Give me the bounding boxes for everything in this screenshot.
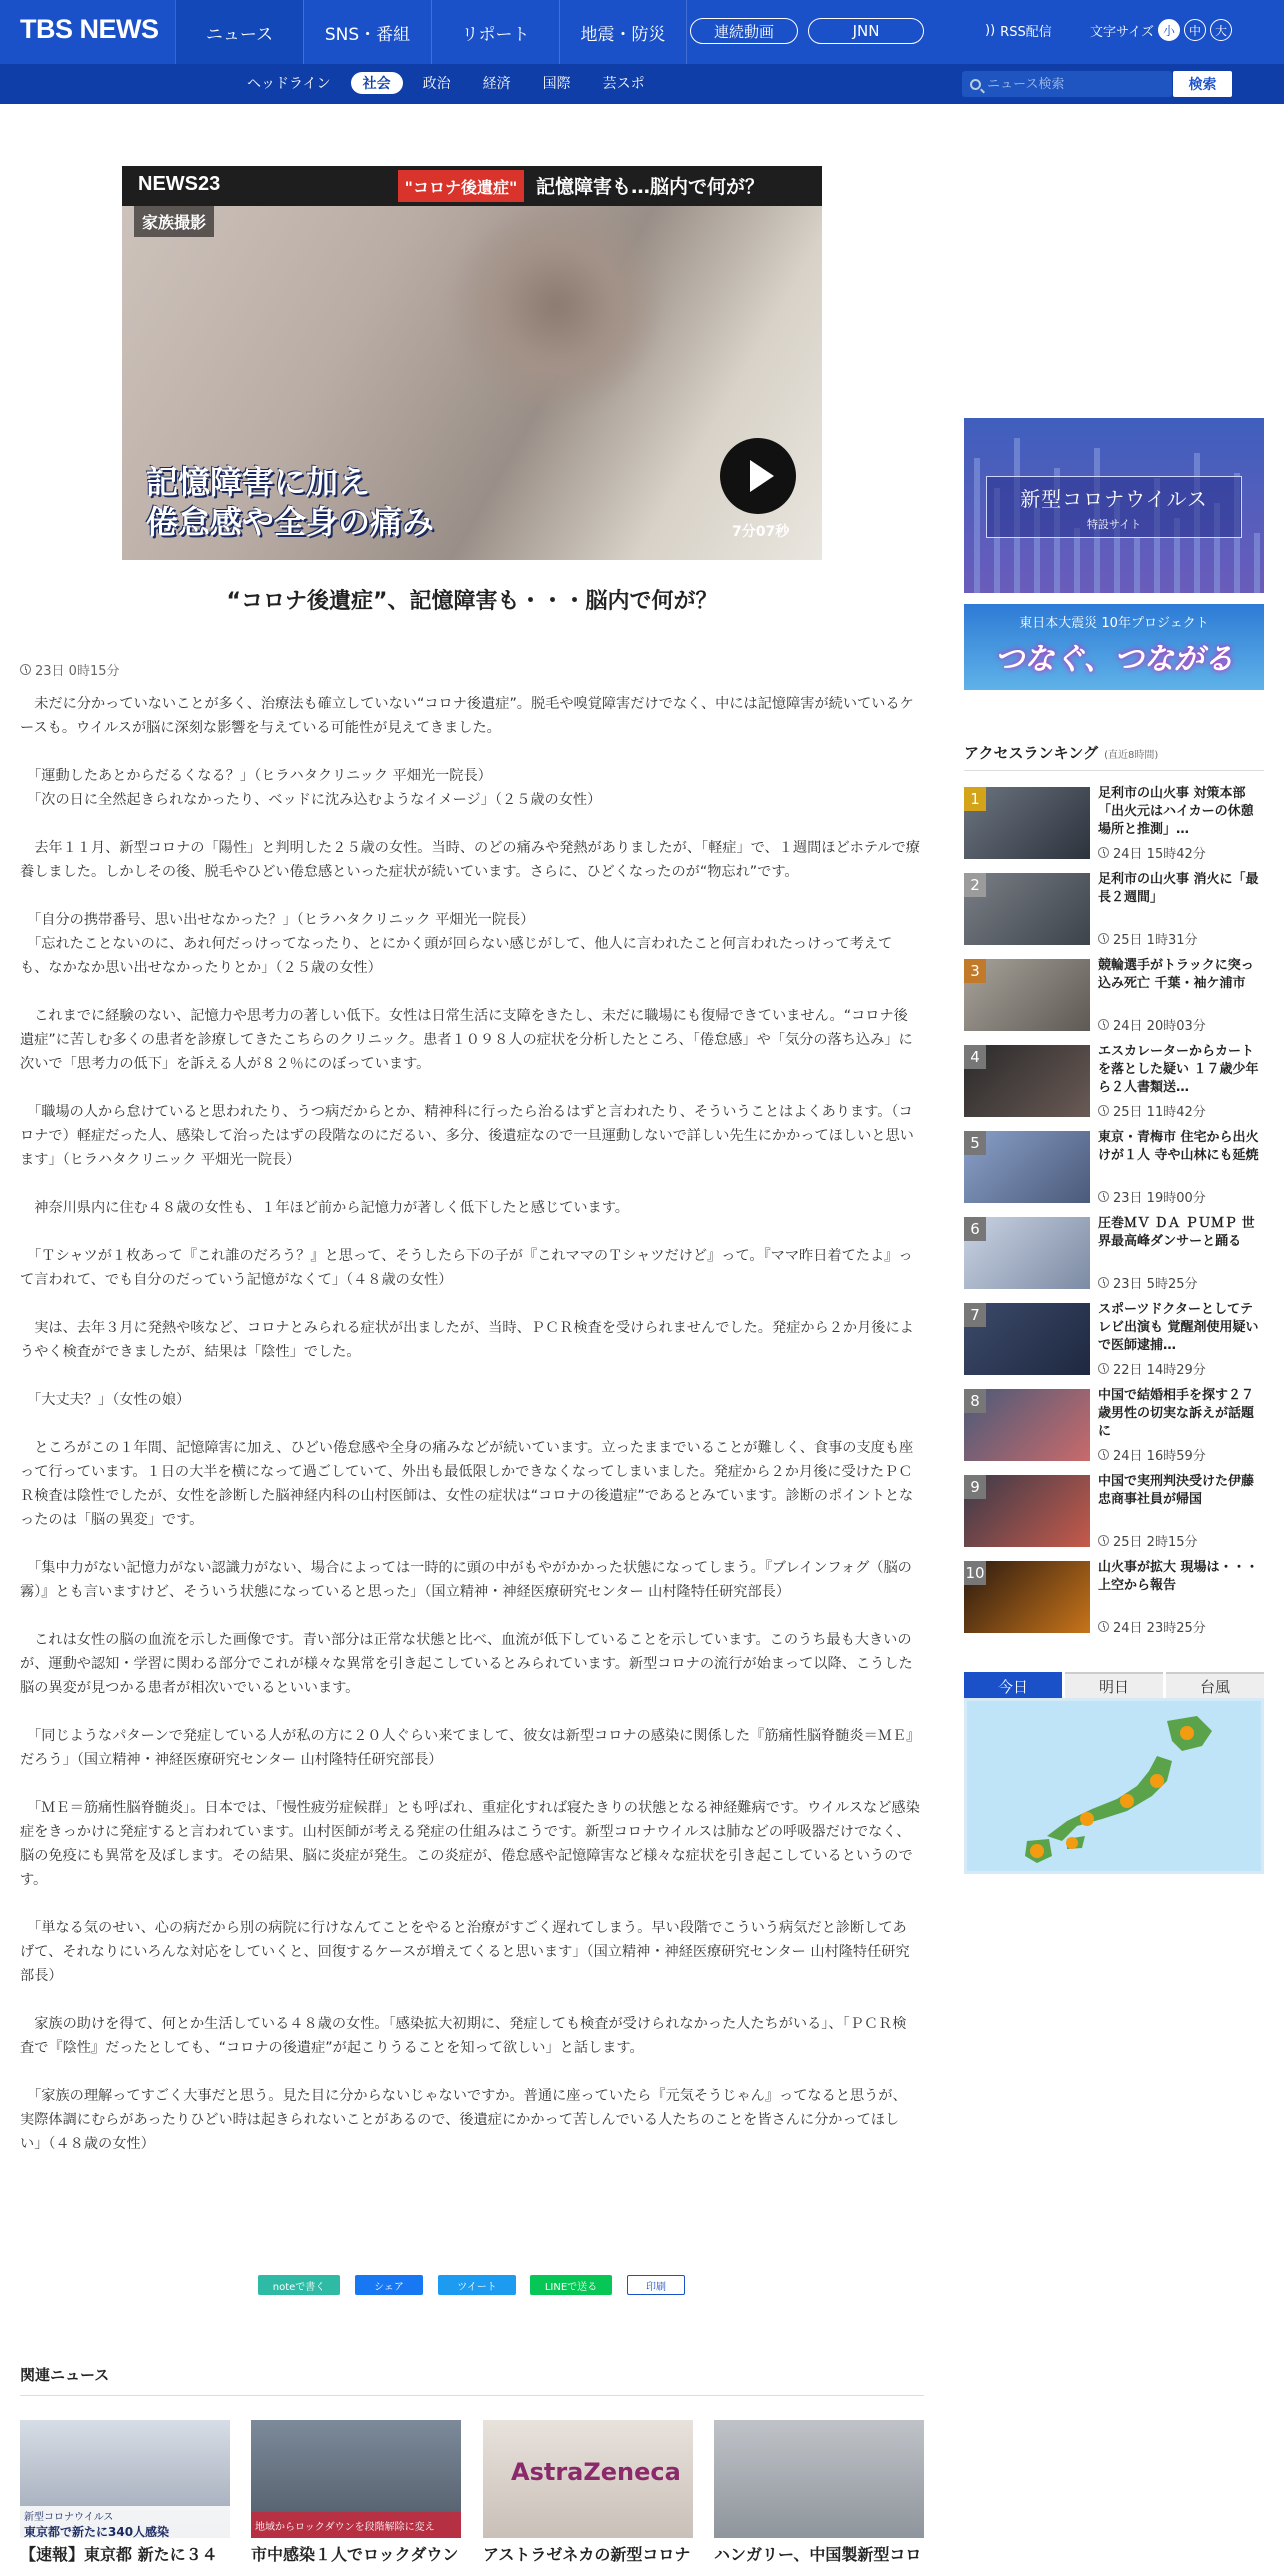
video-duration: 7分07秒 — [732, 524, 790, 540]
thumb-caption-1a: 新型コロナウイルス — [24, 2512, 114, 2523]
ranking-date — [1098, 1015, 1206, 1034]
line-share-button[interactable]: LINEで送る — [530, 2275, 612, 2295]
related-card[interactable] — [251, 2420, 461, 2564]
ranking-date — [1098, 1273, 1198, 1292]
ranking-number: 7 — [964, 1303, 986, 1327]
ranking-date-text: 24日 15時42分 — [1113, 847, 1206, 862]
ranking-title: 圧巻ＭＶ ＤＡ ＰＵＭＰ 世界最高峰ダンサーと踊る — [1098, 1216, 1255, 1249]
astrazeneca-logo: AstraZeneca — [511, 2458, 681, 2486]
ranking-date — [1098, 1101, 1206, 1120]
facebook-share-button[interactable]: シェア — [355, 2275, 423, 2295]
ranking-number: 2 — [964, 873, 986, 897]
font-size-large[interactable]: 大 — [1210, 19, 1232, 41]
earthquake-project-banner[interactable] — [964, 604, 1264, 690]
search-button[interactable]: 検索 — [1173, 71, 1232, 97]
weather-tab-today[interactable]: 今日 — [964, 1672, 1062, 1698]
ranking-date — [1098, 1531, 1198, 1550]
banner-textbox — [986, 476, 1242, 538]
weather-map[interactable] — [964, 1698, 1264, 1874]
top-header — [0, 0, 1284, 64]
banner1-title: 新型コロナウイルス — [1020, 487, 1208, 511]
ranking-item[interactable] — [964, 1475, 1264, 1551]
clock-icon — [1098, 1535, 1109, 1546]
blurred-face — [452, 206, 662, 406]
ranking-item[interactable] — [964, 1217, 1264, 1293]
continuous-video-button[interactable]: 連続動画 — [690, 18, 798, 44]
article-paragraph: ところがこの１年間、記憶障害に加え、ひどい倦怠感や全身の痛みなどが続いています。立ったままでいることが難しく、食事の支度も座って行っています。１日の大半を横になって過ごしていて、外出も最低限しかできなくなってしまいました。発症から２か月後に受けたＰＣＲ検査は陰性でしたが、女性を診断した脳神経内科の山村医師は、女性の症状は“コロナの後遺症”であるとみています。診断のポイントとなったのは「脳の異変」です。 — [20, 1440, 914, 1528]
banner2-title: つなぐ、つながる — [994, 642, 1234, 677]
clock-icon — [1098, 1277, 1109, 1288]
ranking-date-text: 24日 20時03分 — [1113, 1019, 1206, 1034]
ranking-date-text: 23日 5時25分 — [1113, 1277, 1198, 1292]
weather-tabs — [964, 1672, 1264, 1698]
thumb-caption-1b: 東京都で新たに340人感染 — [24, 2525, 170, 2539]
font-size-medium[interactable]: 中 — [1184, 19, 1206, 41]
ranking-date — [1098, 1187, 1206, 1206]
article-paragraph: 「ＭＥ＝筋痛性脳脊髄炎」。日本では、「慢性疲労症候群」とも呼ばれ、重症化すれば寝たきりの状態となる神経難病です。ウイルスなど感染症をきっかけに発症すると言われています。山村医師が考える発症の仕組みはこうです。新型コロナウイルスは肺などの呼吸器だけでなく、脳の免疫にも異常を及ぼします。その結果、脳に炎症が発生。この炎症が、倦怠感や記憶障害など様々な症状を引き起こしているというのです。 — [20, 1800, 920, 1888]
note-share-button[interactable]: noteで書く — [258, 2275, 340, 2295]
nav-news[interactable]: ニュース — [175, 0, 303, 64]
ranking-number: 10 — [964, 1561, 986, 1585]
article-paragraph: 去年１１月、新型コロナの「陽性」と判明した２５歳の女性。当時、のどの痛みや発熱がありましたが、「軽症」で、１週間ほどホテルで療養しました。しかしその後、脱毛やひどい倦怠感といった症状が続いています。さらに、ひどくなったのが“物忘れ”です。 — [20, 840, 920, 880]
nav-disaster[interactable]: 地震・防災 — [559, 0, 687, 64]
cat-society[interactable]: 社会 — [351, 72, 403, 94]
ranking-date — [1098, 1445, 1206, 1464]
related-title: アストラゼネカの新型コロナ — [483, 2545, 691, 2564]
related-heading: 関連ニュース — [20, 2366, 110, 2384]
caption-line-2: 倦怠感や全身の痛み — [146, 503, 435, 541]
weather-tab-typhoon[interactable]: 台風 — [1166, 1672, 1264, 1698]
clock-icon — [20, 664, 31, 675]
sub-header — [0, 64, 1284, 104]
article-paragraph: 「Ｔシャツが１枚あって『これ誰のだろう？』と思って、そうしたら下の子が『これママのＴシャツだけど』って。『ママ昨日着てたよ』って言われて、でも自分のだっていう記憶がなくて」（４８歳の女性） — [20, 1248, 913, 1288]
cat-international[interactable]: 国際 — [542, 76, 571, 92]
video-caption — [146, 462, 434, 542]
rss-icon: )) — [985, 23, 996, 38]
ranking-item[interactable] — [964, 1131, 1264, 1207]
rss-link[interactable] — [985, 21, 1052, 40]
ranking-item[interactable] — [964, 1303, 1264, 1379]
article-paragraph: 「集中力がない記憶力がない認識力がない、場合によっては一時的に頭の中がもやがかかった状態になってしまう。『ブレインフォグ（脳の霧）』とも言いますけど、そういう状態になっていると思った」（国立精神・神経医療研究センター 山村隆特任研究部長） — [20, 1560, 912, 1600]
related-thumb — [714, 2420, 924, 2538]
ranking-item[interactable] — [964, 959, 1264, 1035]
thumb-caption-2: 地域からロックダウンを段階解除に変え — [251, 2512, 461, 2538]
article-paragraph: 「運動したあとからだるくなる？」（ヒラハタクリニック 平畑光一院長） 「次の日に全然起きられなかったり、ベッドに沈み込むようなイメージ」（２５歳の女性） — [34, 768, 602, 808]
font-size-label: 文字サイズ — [1090, 24, 1154, 40]
video-corner-label: 家族撮影 — [134, 206, 214, 237]
tbs-news-logo[interactable]: TBS NEWS — [20, 14, 159, 44]
ranking-number: 4 — [964, 1045, 986, 1069]
article-paragraph: 未だに分かっていないことが多く、治療法も確立していない“コロナ後遺症”。脱毛や嗅覚障害だけでなく、中には記憶障害が続いているケースも。ウイルスが脳に深刻な影響を与えている可能性が見えてきました。 — [20, 696, 914, 736]
article-paragraph: これまでに経験のない、記憶力や思考力の著しい低下。女性は日常生活に支障をきたし、未だに職場にも復帰できていません。“コロナ後遺症”に苦しむ多くの患者を診療してきたこちらのクリニック。患者１０９８人の症状を分析したところ、「倦怠感」や「気分の落ち込み」に次いで「思考力の低下」を訴える人が８２％にのぼっています。 — [20, 1008, 913, 1072]
article-title: “コロナ後遺症”、記憶障害も・・・脳内で何が？ — [226, 589, 718, 614]
ranking-title: 中国で結婚相手を探す２７歳男性の切実な訴えが話題に — [1098, 1388, 1255, 1439]
font-size-control — [1090, 19, 1232, 41]
cat-headline[interactable]: ヘッドライン — [247, 76, 331, 92]
article-paragraph: 「大丈夫？」（女性の娘） — [20, 1392, 191, 1408]
ranking-date — [1098, 843, 1206, 862]
article-paragraph: 「職場の人から怠けていると思われたり、うつ病だからとか、精神科に行ったら治るはずと言われたり、そういうことはよくあります。（コロナで）軽症だった人、感染して治ったはずの段階なのにだるい、多分、後遺症なので一旦運動しないで詳しい先生にかかってほしいと思います」（ヒラハタクリニック 平畑光一院長） — [20, 1104, 914, 1168]
video-headline: 記憶障害も…脳内で何が？ — [536, 176, 765, 198]
banner2-subtitle: 東日本大震災 10年プロジェクト — [1019, 616, 1209, 631]
print-button[interactable]: 印刷 — [627, 2275, 685, 2295]
ranking-date-text: 25日 1時31分 — [1113, 933, 1198, 948]
article-paragraph: 「単なる気のせい、心の病だから別の病院に行けなんてことをやると治療がすごく遅れてしまう。早い段階でこういう病気だと診断してあげて、それなりにいろんな対応をしていくと、回復するケースが増えてくると思います」（国立精神・神経医療研究センター 山村隆特任研究部長） — [20, 1920, 910, 1984]
font-size-small[interactable]: 小 — [1158, 19, 1180, 41]
ranking-title: スポーツドクターとしてテレビ出演も 覚醒剤使用疑いで医師逮捕… — [1098, 1302, 1259, 1353]
ranking-title: 競輪選手がトラックに突っ込み死亡 千葉・袖ケ浦市 — [1098, 958, 1254, 991]
ranking-date-text: 24日 16時59分 — [1113, 1449, 1206, 1464]
ranking-title: 中国で実刑判決受けた伊藤忠商事社員が帰国 — [1098, 1474, 1255, 1507]
ranking-number: 5 — [964, 1131, 986, 1155]
clock-icon — [1098, 847, 1109, 858]
ranking-date-text: 22日 14時29分 — [1113, 1363, 1206, 1378]
ranking-title: 足利市の山火事 対策本部「出火元はハイカーの休憩場所と推測」… — [1098, 786, 1254, 837]
ranking-number: 6 — [964, 1217, 986, 1241]
ranking-date — [1098, 929, 1198, 948]
ranking-item[interactable] — [964, 1561, 1264, 1637]
article-paragraph: 「家族の理解ってすごく大事だと思う。見た目に分からないじゃないですか。普通に座っていたら『元気そうじゃん』ってなると思うが、実際体調にむらがあったりひどい時は起きられないことがあるので、後遺症にかかって苦しんでいる人たちのことを皆さんに分かってほしい」（４８歳の女性） — [20, 2088, 907, 2152]
ranking-title: 足利市の山火事 消火に「最長２週間」 — [1098, 872, 1259, 905]
banner1-subtitle: 特設サイト — [1086, 518, 1142, 531]
tweet-button[interactable]: ツイート — [438, 2275, 516, 2295]
ranking-subtitle: (直近8時間) — [1104, 750, 1159, 761]
article-paragraph: 実は、去年３月に発熱や咳など、コロナとみられる症状が出ましたが、当時、ＰＣＲ検査を受けられませんでした。発症から２か月後にようやく検査ができましたが、結果は「陰性」でした。 — [20, 1320, 914, 1360]
article-paragraph: 「同じようなパターンで発症している人が私の方に２０人ぐらい来てまして、彼女は新型コロナの感染に関係した『筋痛性脳脊髄炎＝ＭＥ』だろう」（国立精神・神経医療研究センター 山村隆特任研究部長） — [20, 1728, 914, 1768]
clock-icon — [1098, 1019, 1109, 1030]
coronavirus-special-banner[interactable] — [964, 418, 1264, 593]
rss-label: RSS配信 — [1000, 25, 1052, 40]
ranking-divider — [964, 770, 1264, 771]
related-thumb — [483, 2420, 693, 2538]
main-nav — [175, 0, 687, 64]
search-icon — [970, 79, 981, 90]
ranking-title: 東京・青梅市 住宅から出火 けが１人 寺や山林にも延焼 — [1098, 1130, 1259, 1163]
related-thumb — [251, 2420, 461, 2538]
ranking-number: 3 — [964, 959, 986, 983]
article-paragraph: 神奈川県内に住む４８歳の女性も、１年ほど前から記憶力が著しく低下したと感じています。 — [20, 1200, 629, 1216]
cat-entertainment-sports[interactable]: 芸スポ — [602, 76, 645, 92]
article-paragraph: 家族の助けを得て、何とか生活している４８歳の女性。「感染拡大初期に、発症しても検査が受けられなかった人たちがいる」、「ＰＣＲ検査で『陰性』だったとしても、“コロナの後遺症”が起こりうることを知って欲しい」と話します。 — [20, 2016, 907, 2056]
weather-tab-tomorrow[interactable]: 明日 — [1065, 1672, 1163, 1698]
related-card[interactable] — [483, 2420, 693, 2564]
ranking-number: 8 — [964, 1389, 986, 1413]
search-input[interactable] — [987, 77, 1157, 92]
category-nav — [235, 72, 657, 94]
article-date — [20, 660, 120, 679]
ranking-number: 1 — [964, 787, 986, 811]
search-box — [962, 71, 1172, 97]
ranking-title: エスカレーターからカートを落とした疑い １７歳少年ら２人書類送… — [1098, 1044, 1259, 1095]
article-body — [20, 692, 920, 2180]
caption-line-1: 記憶障害に加え — [146, 463, 371, 501]
ranking-number: 9 — [964, 1475, 986, 1499]
ranking-item[interactable] — [964, 1045, 1264, 1121]
article-paragraph: 「自分の携帯番号、思い出せなかった？」（ヒラハタクリニック 平畑光一院長） 「忘れたことないのに、あれ何だっけってなったり、とにかく頭が回らない感じがして、他人に言われたこと何言われたっけって考えても、なかなか思い出せなかったりとか」（２５歳の女性） — [20, 912, 893, 976]
clock-icon — [1098, 1105, 1109, 1116]
cat-economy[interactable]: 経済 — [482, 76, 511, 92]
ranking-title: アクセスランキング — [964, 744, 1099, 762]
play-icon[interactable] — [720, 438, 796, 514]
japan-map — [967, 1701, 1261, 1871]
video-player[interactable] — [122, 166, 822, 560]
video-tag: "コロナ後遺症" — [398, 170, 524, 202]
nav-sns[interactable]: SNS・番組 — [303, 0, 431, 64]
clock-icon — [1098, 1449, 1109, 1460]
ranking-date-text: 25日 2時15分 — [1113, 1535, 1198, 1550]
related-title: ハンガリー、中国製新型コロ — [714, 2545, 922, 2564]
related-title: 市中感染１人でロックダウン — [251, 2545, 459, 2564]
related-card[interactable] — [714, 2420, 924, 2564]
ranking-date — [1098, 1359, 1206, 1378]
ranking-date-text: 23日 19時00分 — [1113, 1191, 1206, 1206]
cat-politics[interactable]: 政治 — [422, 76, 451, 92]
related-thumb — [20, 2420, 230, 2538]
ranking-date-text: 24日 23時25分 — [1113, 1621, 1206, 1636]
related-title: 【速報】東京都 新たに３４ — [20, 2545, 218, 2564]
jnn-button[interactable]: JNN — [808, 18, 924, 44]
clock-icon — [1098, 1191, 1109, 1202]
ranking-heading — [964, 742, 1158, 763]
related-card[interactable] — [20, 2420, 230, 2564]
ranking-title: 山火事が拡大 現場は・・・上空から報告 — [1098, 1560, 1259, 1593]
article-date-text: 23日 0時15分 — [35, 664, 120, 679]
channel-logo: NEWS23 — [138, 173, 221, 195]
thumb-caption-1 — [20, 2506, 230, 2538]
clock-icon — [1098, 1621, 1109, 1632]
ranking-item[interactable] — [964, 1389, 1264, 1465]
ranking-item[interactable] — [964, 787, 1264, 863]
ranking-date — [1098, 1617, 1206, 1636]
ranking-date-text: 25日 11時42分 — [1113, 1105, 1206, 1120]
ranking-item[interactable] — [964, 873, 1264, 949]
nav-report[interactable]: リポート — [431, 0, 559, 64]
related-divider — [20, 2395, 924, 2396]
clock-icon — [1098, 933, 1109, 944]
clock-icon — [1098, 1363, 1109, 1374]
article-paragraph: これは女性の脳の血流を示した画像です。青い部分は正常な状態と比べ、血流が低下していることを示しています。このうち最も大きいのが、運動や認知・学習に関わる部分でこれが様々な異常を引き起こしているとみられています。新型コロナの流行が始まって以降、こうした脳の異変が見つかる患者が相次いでいるといいます。 — [20, 1632, 913, 1696]
